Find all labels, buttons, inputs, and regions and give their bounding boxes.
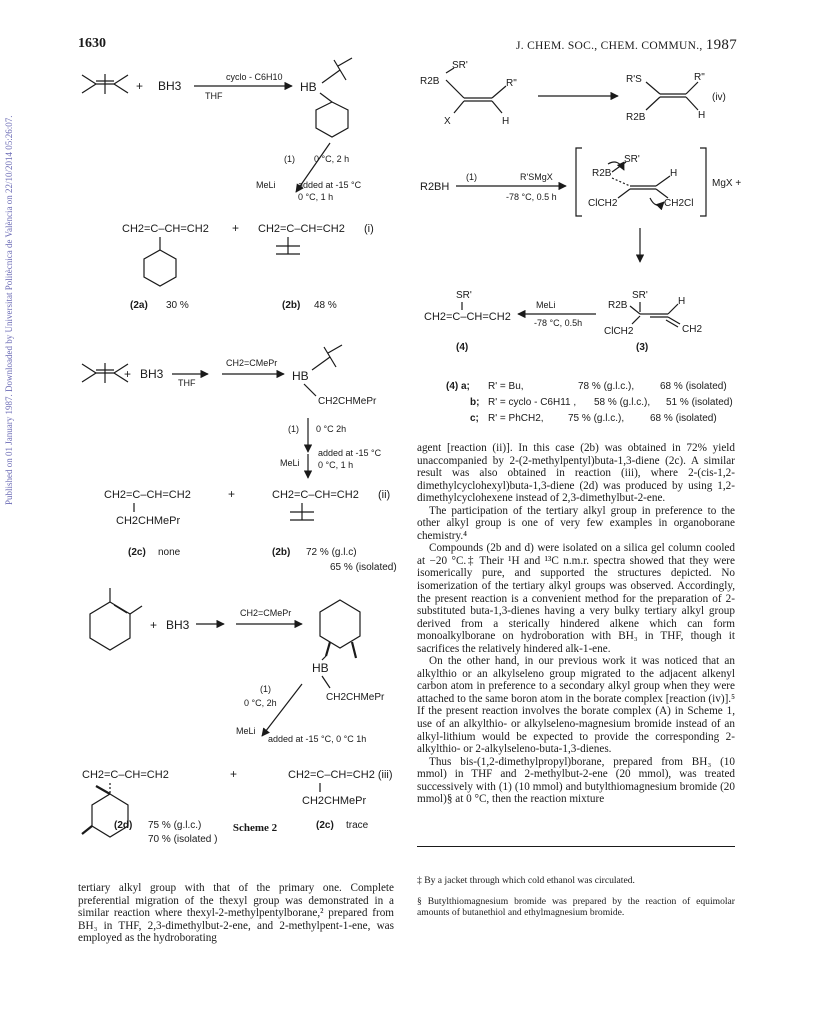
- paragraph: On the other hand, in our previous work it was noticed that an alkylthio or an alkylseleno group migrated to the adjacent alkenyl carbon atom in preference to a secondary alkyl group when they were attached to the same boron atom in the borate complex [reaction (iv)].⁵ If the present reaction involves the borate complex (A) in Scheme 1, use of an alkylthio- or alkylseleno-magnesium bromide instead of an alkyl-lithium would be expected to provide the corresponding 2-alkylthio- or 2-alkylseleno-buta-1,3-dienes.: [417, 655, 735, 756]
- substituent-label: SR': [456, 290, 472, 301]
- solvent-label: THF: [178, 378, 196, 388]
- list-item-substituent: R' = Bu,: [488, 381, 524, 392]
- hb-label: HB: [292, 369, 309, 383]
- list-item-yield: 78 % (g.l.c.),: [578, 381, 635, 392]
- step-condition: 0 °C, 2 h: [314, 154, 350, 164]
- yield-value: trace: [346, 820, 369, 831]
- page-number: 1630: [78, 36, 106, 51]
- hb-label: HB: [300, 80, 317, 94]
- substituent-label: R2B: [592, 168, 612, 179]
- step-reagent: MeLi: [256, 180, 276, 190]
- substituent-label: CH2: [682, 324, 703, 335]
- substituent-label: SR': [624, 154, 640, 165]
- step-number: (1): [288, 424, 299, 434]
- paragraph: Thus bis-(1,2-dimethylpropyl)borane, prepared from BH₃ (10 mmol) in THF and 2-methylbut-2-ene (20 mmol), was treated successively with (1) (10 mmol) and butylthiomagnesium bromide (20 mmol)§ at 0 °C, then the reaction mixture: [417, 755, 735, 806]
- paragraph: Compounds (2b and d) were isolated on a silica gel column cooled at −20 °C.‡ Their ¹H and ¹³C n.m.r. spectra showed that they were isomerically pure, and supported the structures depicted. No isomerization of the tertiary alkyl groups was observed. Accordingly, the present reaction is a convenient method for the preparation of 2-substituted buta-1,3-dienes having a very bulky tertiary alkyl group derived from a sterically hindered alkene which can form monoalkylborane on hydroboration with BH₃ in THF, though it sacrifices the relatively hindered alk-1-ene.: [417, 542, 735, 655]
- list-item-letter: b;: [470, 397, 480, 408]
- cyclohexene-ring: [90, 602, 130, 650]
- paragraph: agent [reaction (ii)]. In this case (2b) was obtained in 72% yield unaccompanied by 2-(2-methylpentyl)buta-1,3-diene (2c). A similar result was also obtained in reaction (iii), where 2-(cis-1,2-dimethylcyclohexyl)buta-1,3-diene (2d) was produced by using 1,2-dimethylcyclohexene instead of 2,3-dimethylbut-2-ene.: [417, 442, 735, 505]
- product-formula: CH2=C–CH=CH2: [104, 489, 191, 501]
- list-item-substituent: R' = cyclo - C6H11 ,: [488, 397, 577, 408]
- download-stamp: Published on 01 January 1987. Downloaded by Universitat Politècnica de València on 22/10/2014 05:26:07.: [4, 115, 14, 505]
- substituent-label: SR': [452, 60, 468, 71]
- step-condition: 0 °C, 2h: [244, 698, 277, 708]
- product-formula: CH2=C–CH=CH2: [82, 769, 169, 781]
- left-column-text: [78, 882, 394, 945]
- list-item-letter: (4) a;: [446, 381, 470, 392]
- compound-id: (2a): [130, 300, 148, 311]
- bh3-label: BH3: [166, 618, 190, 632]
- alkene-structure-i: [82, 74, 128, 94]
- step-condition: -78 °C, 0.5 h: [506, 192, 557, 202]
- product-formula: CH2=C–CH=CH2: [122, 223, 209, 235]
- footnote: ‡ By a jacket through which cold ethanol was circulated.: [417, 875, 635, 886]
- reagent-label: CH2=CMePr: [240, 608, 292, 618]
- compound-id: (2c): [316, 820, 334, 831]
- journal-year: 1987: [705, 37, 737, 53]
- cyclohexane-ring: [316, 102, 348, 137]
- step-condition: 0 °C, 1 h: [298, 192, 334, 202]
- substituent-label: R2B: [608, 300, 628, 311]
- footnote: § Butylthiomagnesium bromide was prepared by the reaction of equimolar amounts of butanethiol and ethylmagnesium bromide.: [417, 896, 735, 918]
- bh3-label: BH3: [140, 367, 164, 381]
- substituent-label: R'S: [626, 74, 642, 85]
- reaction-iv: [420, 60, 726, 127]
- reagent-label: CH2=CMePr: [226, 358, 278, 368]
- product-formula: CH2=C–CH=CH2 (iii): [288, 769, 393, 781]
- footnote-rule: [417, 846, 735, 847]
- list-item-yield: 68 % (isolated): [660, 381, 727, 392]
- list-item-yield: 75 % (g.l.c.),: [568, 413, 625, 424]
- substituent-label: H: [670, 168, 678, 179]
- compound-id: (4): [456, 342, 469, 353]
- step-condition: 0 °C, 1 h: [318, 460, 354, 470]
- svg-text:+: +: [230, 767, 238, 781]
- compound-4-list: [446, 381, 733, 424]
- substituent-label: R2B: [420, 76, 440, 87]
- substituent-label: H: [678, 296, 686, 307]
- substituent-label: H: [698, 110, 706, 121]
- substituent-label: ClCH2: [588, 198, 618, 209]
- reaction-label: (ii): [378, 489, 391, 501]
- alkene-structure-ii: [82, 363, 128, 383]
- paragraph: The participation of the tertiary alkyl group in preference to the other alkyl group is one of very few examples in organoborane chemistry.⁴: [417, 504, 735, 542]
- reaction-ii: [82, 345, 397, 573]
- step-number: (1): [284, 154, 295, 164]
- step-reagent: MeLi: [280, 458, 300, 468]
- step-reagent: MeLi: [536, 300, 556, 310]
- list-item-yield: 51 % (isolated): [666, 397, 733, 408]
- substituent-label: R": [694, 72, 705, 83]
- reaction-label: (iv): [712, 92, 726, 103]
- step-condition: -78 °C, 0.5h: [534, 318, 583, 328]
- step-condition: added at -15 °C: [298, 180, 362, 190]
- thio-borate-scheme: [420, 148, 741, 353]
- hb-label: HB: [312, 661, 329, 675]
- paragraph: tertiary alkyl group with that of the primary one. Complete preferential migration of the thexyl group was demonstrated in a similar reaction where thexyl-2-methylpentylborane,² prepared from BH₃ in THF, 2,3-dimethylbut-2-ene, and 2-methylpent-1-ene, was employed as the hydroborating: [78, 882, 394, 945]
- counter-ion-label: MgX +: [712, 178, 742, 189]
- step-condition: added at -15 °C, 0 °C 1h: [268, 734, 367, 744]
- compound-id: (2b): [282, 300, 301, 311]
- substituent-label: R2B: [626, 112, 646, 123]
- yield-value: 75 % (g.l.c.): [148, 820, 202, 831]
- compound-id: (3): [636, 342, 649, 353]
- svg-text:+: +: [150, 618, 158, 632]
- substituent-label: R": [506, 78, 517, 89]
- r2bh-label: R2BH: [420, 181, 450, 193]
- yield-value: none: [158, 547, 181, 558]
- step-condition: 0 °C 2h: [316, 424, 347, 434]
- step-number: (1): [466, 172, 477, 182]
- side-chain-formula: CH2CHMePr: [326, 692, 385, 703]
- substituent-label: ClCH2: [604, 326, 634, 337]
- compound-id: (2d): [114, 820, 133, 831]
- substituent-label: X: [444, 116, 451, 127]
- compound-id: (2c): [128, 547, 146, 558]
- solvent-label: THF: [205, 91, 223, 101]
- cyclohexane-ring: [320, 600, 360, 648]
- reaction-iii: [82, 588, 393, 845]
- step-reagent: MeLi: [236, 726, 256, 736]
- side-chain-formula: CH2CHMePr: [318, 396, 377, 407]
- yield-value: 48 %: [314, 300, 337, 311]
- svg-text:+: +: [136, 79, 144, 93]
- svg-text:+: +: [124, 367, 132, 381]
- substituent-label: SR': [632, 290, 648, 301]
- side-chain-formula: CH2CHMePr: [302, 795, 367, 807]
- step-number: (1): [260, 684, 271, 694]
- reagent-label: cyclo - C6H10: [226, 72, 283, 82]
- list-item-yield: 58 % (g.l.c.),: [594, 397, 651, 408]
- reaction-label: (i): [364, 223, 374, 235]
- list-item-letter: c;: [470, 413, 479, 424]
- cyclohexane-ring: [144, 250, 176, 286]
- yield-value: 72 % (g.l.c): [306, 547, 357, 558]
- list-item-yield: 68 % (isolated): [650, 413, 717, 424]
- compound-id: (2b): [272, 547, 291, 558]
- yield-value: 65 % (isolated): [330, 562, 397, 573]
- scheme-caption: Scheme 2: [232, 822, 278, 834]
- list-item-substituent: R' = PhCH2,: [488, 413, 544, 424]
- svg-text:+: +: [232, 221, 240, 235]
- reaction-i: [82, 58, 374, 311]
- substituent-label: CH2Cl: [664, 198, 694, 209]
- substituent-label: H: [502, 116, 510, 127]
- step-condition: added at -15 °C: [318, 448, 382, 458]
- product-formula: CH2=C–CH=CH2: [272, 489, 359, 501]
- journal-name: J. CHEM. SOC., CHEM. COMMUN.,: [515, 40, 703, 52]
- yield-value: 30 %: [166, 300, 189, 311]
- side-chain-formula: CH2CHMePr: [116, 515, 181, 527]
- bh3-label: BH3: [158, 79, 182, 93]
- right-column-text: [417, 442, 735, 806]
- product-formula: CH2=C–CH=CH2: [424, 311, 511, 323]
- product-formula: CH2=C–CH=CH2: [258, 223, 345, 235]
- svg-text:+: +: [228, 487, 236, 501]
- reagent-label: R'SMgX: [520, 172, 553, 182]
- yield-value: 70 % (isolated ): [148, 834, 218, 845]
